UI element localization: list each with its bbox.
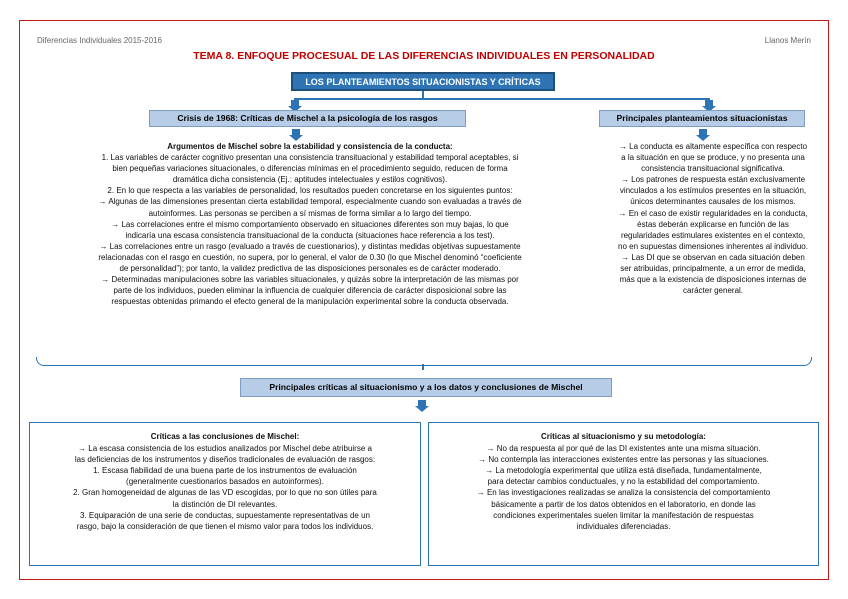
- critics-methodology-panel: [428, 422, 819, 566]
- header-course: Diferencias Individuales 2015-2016: [37, 36, 162, 45]
- main-topic-box: LOS PLANTEAMIENTOS SITUACIONISTAS Y CRÍTICAS: [291, 72, 555, 91]
- mischel-arguments-line: dramática dicha consistencia (Ej.: aptitudes intelectuales y estilos cognitivos).: [172, 175, 448, 185]
- situationist-points-line: a la situación en que se produce, y no presenta una: [621, 153, 805, 163]
- brace-connector: [36, 357, 812, 366]
- down-arrow-icon: [289, 129, 303, 141]
- situationist-points-line: consistencia transituacional significativa.: [641, 164, 785, 174]
- situationist-points-line: únicos determinantes causales de los mismos.: [630, 197, 796, 207]
- connector-line: [294, 98, 710, 100]
- critics-conclusions-line: 3. Equiparación de una serie de conductas, supuestamente representativas de un: [80, 510, 370, 520]
- mischel-arguments-line: bien pequeñas variaciones situacionales, o diferencias mínimas en el procedimiento seguido, reducen de forma: [112, 164, 508, 174]
- critics-methodology-line: para detectar cambios conductuales, y no la estabilidad del comportamiento.: [487, 477, 760, 487]
- situationist-points-line: regularidades estimulares existentes en el contexto,: [620, 230, 806, 240]
- situationist-points-line: → Los patrones de respuesta están exclusivamente: [620, 175, 806, 185]
- mischel-arguments-line: 1. Las variables de carácter cognitivo presentan una consistencia transituacional y estabilidad temporal aceptables, si: [101, 153, 519, 163]
- mischel-arguments-line: de personalidad”); por tanto, la validez predictiva de las disposiciones personales es de carácter moderado.: [119, 264, 501, 274]
- critics-conclusions-heading: Críticas a las conclusiones de Mischel:: [150, 432, 300, 441]
- critics-conclusions-line: la distinción de DI relevantes.: [172, 499, 278, 509]
- situationist-points-line: → La conducta es altamente específica con respecto: [618, 142, 808, 151]
- page-title: TEMA 8. ENFOQUE PROCESUAL DE LAS DIFERENCIAS INDIVIDUALES EN PERSONALIDAD: [193, 50, 655, 62]
- situationist-points: [602, 141, 824, 296]
- connector-line: [422, 364, 424, 370]
- critics-conclusions-line: rasgo, bajo la consideración de que tienen el mismo valor para todos los individuos.: [76, 521, 374, 531]
- critics-conclusions-line: las deficiencias de los instrumentos y diseños tradicionales de evaluación de rasgos:: [74, 455, 376, 465]
- critics-conclusions-line: → La escasa consistencia de los estudios analizados por Mischel debe atribuirse a: [78, 444, 372, 454]
- mischel-arguments-line: autoinformes. Las personas se perciben a sí mismas de forma similar a lo largo del tiempo.: [148, 208, 472, 218]
- mischel-arguments-heading: Argumentos de Mischel sobre la estabilidad y consistencia de la conducta:: [167, 142, 453, 151]
- mischel-arguments-line: respuestas obtenidas primando el efecto general de la manipulación experimental sobre la conducta observada.: [111, 297, 509, 307]
- situationist-points-line: → Las DI que se observan en cada situación deben: [621, 252, 805, 262]
- mischel-arguments-line: → Las correlaciones entre un rasgo (evaluado a través de cuestionarios), y distintas medidas objetivas supuestamente: [99, 241, 521, 251]
- mischel-arguments-line: indicaría una escasa consistencia transituacional de la conducta (situaciones hace referencia a los test).: [125, 230, 495, 240]
- situationist-points-line: → En el caso de existir regularidades en la conducta,: [618, 208, 808, 218]
- critics-methodology-line: → En las investigaciones realizadas se analiza la consistencia del comportamiento: [476, 488, 771, 498]
- situationist-approaches-box: Principales planteamientos situacionistas: [599, 110, 805, 127]
- mischel-arguments-line: parte de los individuos, pueden eliminar la influencia de cualquier diferencia de carácter disposicional sobre las: [113, 286, 507, 296]
- critics-methodology-line: individuales diferenciadas.: [576, 521, 671, 531]
- mischel-arguments-line: relacionadas con el rasgo en cuestión, no supera, por lo general, el valor de 0.30 (lo que Mischel denominó “coeficiente: [98, 252, 522, 262]
- mischel-arguments-line: → Determinadas manipulaciones sobre las variables situacionales, y quizás sobre la interpretación de las mismas por: [101, 275, 519, 285]
- critics-conclusions-line: 1. Escasa fiabilidad de una buena parte de los instrumentos de evaluación: [93, 466, 357, 476]
- critics-methodology-line: → La metodología experimental que utiliza está diseñada, fundamentalmente,: [485, 466, 762, 476]
- situationist-points-line: ser atribuidas, principalmente, a un error de medida,: [620, 264, 806, 274]
- mischel-arguments-line: 2. En lo que respecta a las variables de personalidad, los resultados pueden concretarse en los siguientes puntos:: [107, 186, 513, 196]
- mischel-arguments-line: → Algunas de las dimensiones presentan cierta estabilidad temporal, especialmente cuando son evaluadas a través de: [98, 197, 522, 207]
- critics-conclusions-line: (generalmente cuestionarios basados en autoinformes).: [126, 477, 324, 487]
- critics-methodology-line: → No da respuesta al por qué de las DI existentes ante una misma situación.: [486, 444, 761, 454]
- situationist-points-line: no en supuestas dimensiones inherentes al individuo.: [618, 241, 808, 251]
- critics-methodology-line: básicamente a partir de los datos obtenidos en el laboratorio, en donde las: [491, 499, 756, 509]
- critics-methodology-line: condiciones experimentales suelen limitar la manifestación de respuestas: [493, 510, 754, 520]
- critics-box: Principales críticas al situacionismo y a los datos y conclusiones de Mischel: [240, 378, 612, 397]
- crisis-1968-box: Crisis de 1968: Críticas de Mischel a la psicología de los rasgos: [149, 110, 466, 127]
- situationist-points-line: carácter general.: [682, 286, 744, 296]
- critics-conclusions-line: 2. Gran homogeneidad de algunas de las VD escogidas, por lo que no son útiles para: [73, 488, 377, 498]
- down-arrow-icon: [415, 400, 429, 412]
- situationist-points-line: éstas deberán explicarse en función de las: [637, 219, 789, 229]
- critics-conclusions-panel: [29, 422, 421, 566]
- mischel-arguments: [24, 141, 596, 307]
- header-author: Llanos Merín: [764, 36, 811, 45]
- critics-methodology-line: → No contempla las interacciones existentes entre las personas y las situaciones.: [478, 455, 769, 465]
- down-arrow-icon: [696, 129, 710, 141]
- mischel-arguments-line: → Las correlaciones entre el mismo comportamiento observado en situaciones diferentes son muy bajas, lo que: [111, 219, 509, 229]
- situationist-points-line: vinculados a los estímulos presentes en la situación,: [619, 186, 807, 196]
- situationist-points-line: más que a la existencia de disposiciones internas de: [619, 275, 807, 285]
- critics-methodology-heading: Críticas al situacionismo y su metodología:: [541, 432, 706, 441]
